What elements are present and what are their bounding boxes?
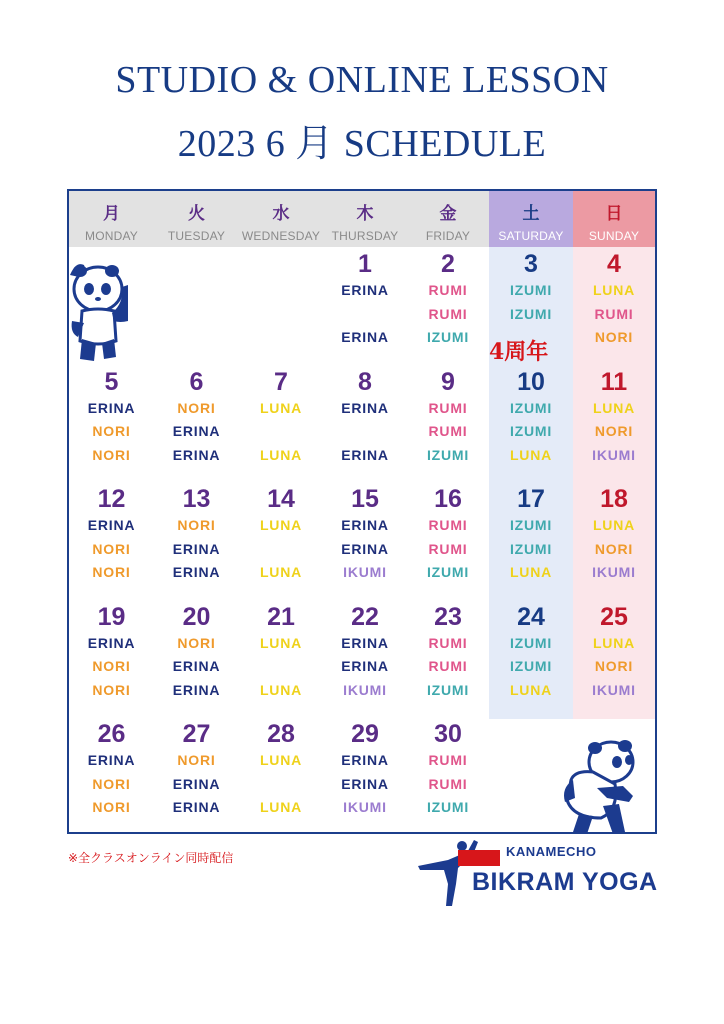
title-line2: 2023 6 月 SCHEDULE: [177, 123, 547, 165]
calendar-grid: [67, 189, 657, 834]
calendar-day-cell: [573, 367, 655, 468]
instructor-slot: NORI: [177, 634, 216, 651]
calendar-day-cell: [323, 367, 407, 468]
day-number: 21: [267, 602, 295, 631]
instructor-slot: LUNA: [592, 634, 636, 651]
instructor-slot: RUMI: [428, 517, 468, 533]
day-number: 10: [517, 367, 545, 396]
day-number: 29: [351, 720, 379, 748]
calendar-day-cell: [154, 602, 239, 703]
day-english: SATURDAY: [498, 229, 564, 243]
day-number: 27: [182, 720, 211, 748]
day-number: 23: [434, 602, 462, 631]
instructor-slot: [239, 538, 323, 562]
day-kanji: 木: [356, 204, 374, 224]
instructor-slot: NORI: [92, 446, 131, 463]
instructor-slot: ERINA: [172, 540, 221, 557]
day-english: WEDNESDAY: [241, 229, 321, 243]
day-english: FRIDAY: [425, 229, 471, 243]
instructor-slot: ERINA: [172, 799, 221, 815]
instructor-slot: LUNA: [259, 752, 303, 768]
instructor-slot: ERINA: [341, 282, 389, 298]
day-number: 19: [97, 602, 126, 631]
instructor-slot: NORI: [92, 540, 131, 557]
instructor-slot: LUNA: [259, 634, 303, 651]
day-number: 5: [104, 367, 119, 396]
day-number: 24: [517, 602, 545, 631]
calendar-day-cell: [407, 484, 489, 585]
calendar-day-cell: [239, 484, 323, 585]
day-english: MONDAY: [85, 229, 138, 243]
calendar-day-cell: [239, 367, 323, 468]
instructor-slot: NORI: [92, 681, 131, 698]
logo-line2: BIKRAM YOGA: [472, 868, 658, 896]
instructor-slot: NORI: [177, 399, 216, 416]
calendar-day-cell: [69, 719, 154, 820]
calendar-day-cell: [154, 719, 239, 820]
day-number: 3: [524, 250, 538, 278]
studio-logo: [418, 838, 658, 908]
calendar-day-cell: [407, 719, 489, 820]
day-header-friday: [407, 191, 489, 247]
day-header-tuesday: [154, 191, 239, 247]
instructor-slot: IZUMI: [509, 282, 553, 298]
day-number: 7: [274, 367, 288, 396]
instructor-slot: ERINA: [87, 517, 136, 533]
instructor-slot: IZUMI: [426, 329, 470, 345]
instructor-slot: NORI: [92, 564, 131, 580]
instructor-slot: LUNA: [592, 282, 636, 298]
instructor-slot: NORI: [92, 775, 131, 792]
day-number: 4: [607, 250, 621, 278]
instructor-slot: NORI: [594, 423, 634, 439]
calendar-day-cell: [239, 719, 323, 820]
day-header-saturday: [489, 191, 573, 247]
day-kanji: 日: [605, 204, 623, 224]
instructor-slot: NORI: [594, 658, 634, 674]
instructor-slot: LUNA: [509, 564, 553, 580]
calendar-day-cell: [573, 602, 655, 703]
instructor-slot: NORI: [594, 540, 634, 557]
instructor-slot: LUNA: [259, 446, 303, 463]
instructor-slot: LUNA: [259, 517, 303, 533]
day-number: 18: [600, 485, 628, 513]
instructor-slot: RUMI: [428, 399, 468, 416]
instructor-slot: NORI: [177, 752, 216, 768]
instructor-slot: ERINA: [172, 681, 221, 698]
logo-line1: KANAMECHO: [506, 844, 597, 859]
instructor-slot: [239, 773, 323, 797]
day-number: 17: [517, 485, 545, 513]
instructor-slot: ERINA: [172, 564, 221, 580]
instructor-slot: LUNA: [259, 799, 303, 815]
day-number: 9: [441, 367, 455, 396]
instructor-slot: LUNA: [509, 681, 553, 698]
instructor-slot: ERINA: [341, 634, 389, 651]
instructor-slot: IZUMI: [426, 799, 470, 815]
calendar-day-cell: [239, 602, 323, 703]
instructor-slot: IZUMI: [509, 658, 553, 674]
instructor-slot: IZUMI: [509, 634, 553, 651]
yoga-pose-logo-icon: [418, 838, 480, 908]
day-number: 6: [189, 367, 204, 396]
instructor-slot: ERINA: [172, 446, 221, 463]
day-header-thursday: [323, 191, 407, 247]
day-english: SUNDAY: [588, 229, 640, 243]
instructor-slot: [323, 420, 407, 444]
calendar-day-cell: [489, 602, 573, 703]
instructor-slot: RUMI: [428, 540, 468, 557]
day-english: THURSDAY: [331, 229, 399, 243]
calendar-day-cell: [489, 367, 573, 468]
calendar-day-cell: [69, 484, 154, 585]
instructor-slot: ERINA: [172, 775, 221, 792]
day-header-wednesday: [239, 191, 323, 247]
instructor-slot: IKUMI: [592, 564, 636, 580]
instructor-slot: RUMI: [428, 658, 468, 674]
instructor-slot: RUMI: [428, 282, 468, 298]
day-number: 30: [434, 720, 462, 748]
instructor-slot: ERINA: [341, 399, 389, 416]
title-line1: STUDIO & ONLINE LESSON: [115, 59, 609, 101]
instructor-slot: RUMI: [428, 305, 468, 322]
instructor-slot: IKUMI: [592, 681, 636, 698]
calendar-day-cell: [323, 719, 407, 820]
instructor-slot: ERINA: [172, 658, 221, 674]
instructor-slot: RUMI: [428, 423, 468, 439]
calendar-day-cell: [573, 484, 655, 585]
calendar-day-cell: [573, 249, 655, 350]
day-number: 2: [441, 250, 455, 278]
calendar-day-cell: [489, 484, 573, 585]
instructor-slot: IZUMI: [509, 540, 553, 557]
instructor-slot: NORI: [177, 517, 216, 533]
calendar-day-cell: [154, 484, 239, 585]
instructor-slot: IZUMI: [426, 564, 470, 580]
calendar-day-cell: [489, 249, 573, 350]
day-header-sunday: [573, 191, 655, 247]
instructor-slot: RUMI: [428, 634, 468, 651]
instructor-slot: IKUMI: [343, 564, 387, 580]
day-number: 28: [267, 720, 295, 748]
instructor-slot: IZUMI: [509, 305, 553, 322]
instructor-slot: NORI: [92, 799, 131, 815]
instructor-slot: RUMI: [428, 752, 468, 768]
instructor-slot: ERINA: [341, 517, 389, 533]
day-kanji: 金: [439, 204, 457, 224]
day-kanji: 水: [272, 204, 290, 224]
instructor-slot: LUNA: [259, 564, 303, 580]
day-number: 26: [97, 720, 126, 748]
instructor-slot: LUNA: [259, 681, 303, 698]
instructor-slot: ERINA: [341, 446, 389, 463]
instructor-slot: ERINA: [341, 658, 389, 674]
instructor-slot: ERINA: [172, 423, 221, 439]
instructor-slot: IKUMI: [592, 446, 636, 463]
instructor-slot: [239, 420, 323, 444]
instructor-slot: ERINA: [341, 775, 389, 792]
calendar-day-cell: [407, 367, 489, 468]
calendar-day-cell: [154, 367, 239, 468]
calendar-day-cell: [323, 484, 407, 585]
anniversary-label: 4周年: [489, 339, 549, 365]
instructor-slot: RUMI: [428, 775, 468, 792]
instructor-slot: ERINA: [87, 752, 136, 768]
instructor-slot: ERINA: [341, 752, 389, 768]
instructor-slot: LUNA: [592, 399, 636, 416]
instructor-slot: NORI: [594, 329, 634, 345]
panda-waving-icon: [68, 251, 128, 366]
instructor-slot: LUNA: [592, 517, 636, 533]
calendar-day-cell: [323, 602, 407, 703]
instructor-slot: LUNA: [259, 399, 303, 416]
day-number: 20: [182, 602, 211, 631]
day-header-monday: [69, 191, 154, 247]
day-number: 1: [358, 250, 372, 278]
instructor-slot: [323, 303, 407, 327]
instructor-slot: [489, 326, 573, 350]
instructor-slot: IZUMI: [509, 517, 553, 533]
instructor-slot: ERINA: [341, 329, 389, 345]
calendar-day-cell: [323, 249, 407, 350]
calendar-day-cell: [69, 367, 154, 468]
instructor-slot: IKUMI: [343, 799, 387, 815]
instructor-slot: ERINA: [87, 634, 136, 651]
panda-stretching-icon: [553, 736, 645, 836]
instructor-slot: NORI: [92, 423, 131, 439]
day-number: 15: [351, 485, 379, 513]
instructor-slot: LUNA: [509, 446, 553, 463]
day-kanji: 火: [188, 204, 205, 224]
day-number: 14: [267, 485, 295, 513]
day-kanji: 月: [103, 204, 120, 224]
instructor-slot: ERINA: [87, 399, 136, 416]
calendar-day-cell: [407, 249, 489, 350]
instructor-slot: RUMI: [594, 305, 634, 322]
day-english: TUESDAY: [167, 229, 226, 243]
instructor-slot: IZUMI: [426, 446, 470, 463]
day-number: 22: [351, 602, 379, 631]
instructor-slot: IZUMI: [426, 681, 470, 698]
calendar-day-cell: [69, 602, 154, 703]
instructor-slot: ERINA: [341, 540, 389, 557]
instructor-slot: IZUMI: [509, 399, 553, 416]
instructor-slot: [239, 655, 323, 679]
footnote: ※全クラスオンライン同時配信: [68, 851, 234, 865]
calendar-day-cell: [407, 602, 489, 703]
day-number: 13: [182, 485, 211, 513]
day-kanji: 土: [522, 204, 540, 224]
instructor-slot: IKUMI: [343, 681, 387, 698]
day-number: 16: [434, 485, 462, 513]
day-number: 8: [358, 367, 372, 396]
instructor-slot: IZUMI: [509, 423, 553, 439]
day-number: 11: [600, 367, 628, 396]
day-number: 25: [600, 602, 628, 631]
day-number: 12: [97, 485, 126, 513]
instructor-slot: NORI: [92, 658, 131, 674]
